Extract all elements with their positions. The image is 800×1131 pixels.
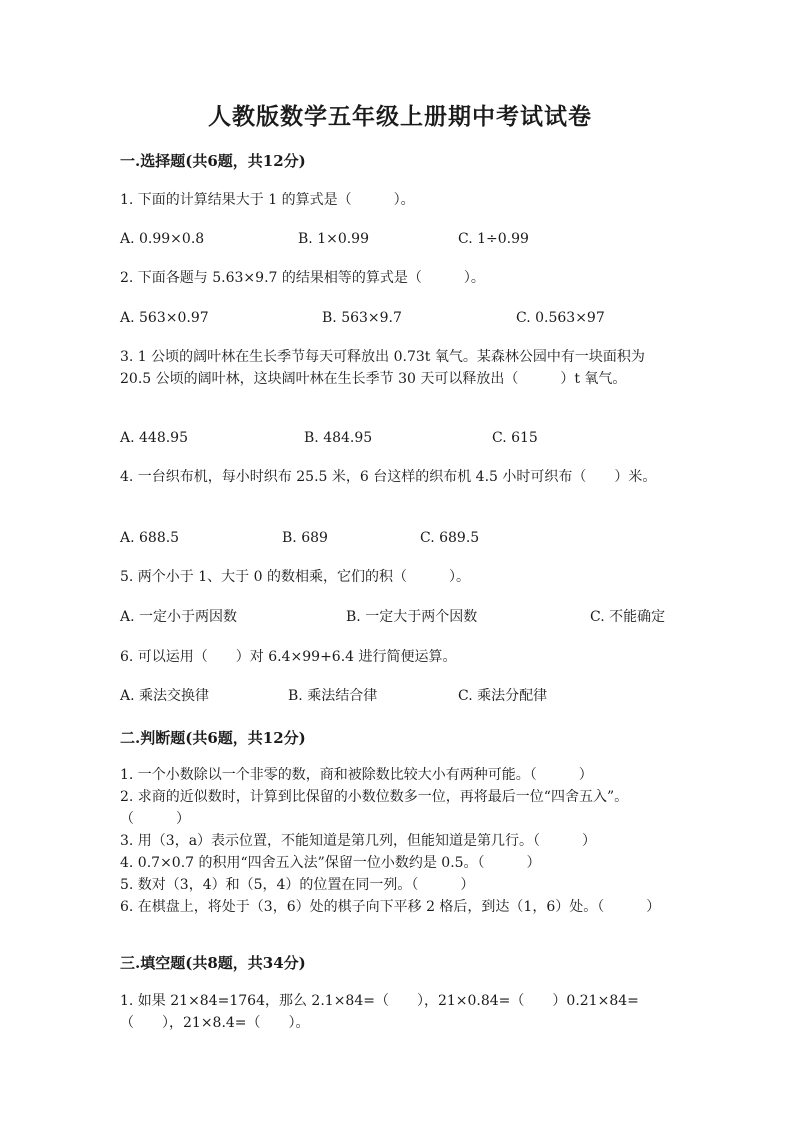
list-item: 3. 用（3，a）表示位置，不能知道是第几列，但能知道是第几行。（ ）	[120, 833, 597, 849]
options-row	[0, 527, 800, 549]
list-item: 2. 求商的近似数时，计算到比保留的小数位数多一位，再将最后一位“四舍五入”。（ ）	[120, 789, 629, 827]
options-row	[0, 427, 800, 449]
option-a: A. 0.99×0.8	[120, 231, 205, 247]
section-header-fill: 三.填空题(共8题，共34分)	[120, 954, 306, 972]
option-b: B. 689	[282, 530, 328, 546]
option-c: C. 乘法分配律	[458, 688, 548, 704]
options-row	[0, 228, 800, 250]
option-c: C. 1÷0.99	[458, 231, 529, 247]
list-item: 5. 数对（3，4）和（5，4）的位置在同一列。（ ）	[120, 877, 475, 893]
option-a: A. 563×0.97	[120, 310, 209, 326]
option-c: C. 689.5	[420, 530, 480, 546]
question-text: 5. 两个小于 1、大于 0 的数相乘，它们的积（ ）。	[120, 569, 470, 585]
question-text: 3. 1 公顷的阔叶林在生长季节每天可释放出 0.73t 氧气。某森林公园中有一块面积为 20.5 公顷的阔叶林，这块阔叶林在生长季节 30 天可以释放出（ ）t 氧气。	[120, 349, 645, 387]
list-item: 6. 在棋盘上，将处于（3，6）处的棋子向下平移 2 格后，到达（1，6）处。（ ）	[120, 899, 661, 915]
option-c: C. 0.563×97	[516, 310, 605, 326]
option-b: B. 1×0.99	[298, 231, 369, 247]
option-b: B. 一定大于两个因数	[346, 609, 478, 625]
option-c: C. 615	[492, 430, 538, 446]
list-item: 4. 0.7×0.7 的积用“四舍五入法”保留一位小数约是 0.5。（ ）	[120, 855, 541, 871]
section-header-judge: 二.判断题(共6题，共12分)	[120, 729, 306, 747]
option-c: C. 不能确定	[590, 609, 666, 625]
option-a: A. 乘法交换律	[120, 688, 210, 704]
options-row	[0, 685, 800, 707]
question-text: 2. 下面各题与 5.63×9.7 的结果相等的算式是（ ）。	[120, 270, 485, 286]
option-b: B. 乘法结合律	[288, 688, 378, 704]
page-title: 人教版数学五年级上册期中考试试卷	[208, 103, 592, 130]
judge-list	[120, 764, 680, 918]
options-row	[0, 606, 800, 628]
question-text: 6. 可以运用（ ）对 6.4×99+6.4 进行简便运算。	[120, 649, 457, 665]
list-item: 1. 一个小数除以一个非零的数，商和被除数比较大小有两种可能。（ ）	[120, 767, 593, 783]
option-a: A. 448.95	[120, 430, 188, 446]
option-b: B. 563×9.7	[322, 310, 402, 326]
question-text: 4. 一台织布机，每小时织布 25.5 米，6 台这样的织布机 4.5 小时可织布（ ）米。	[120, 469, 657, 485]
option-b: B. 484.95	[304, 430, 373, 446]
section-header-choice: 一.选择题(共6题，共12分)	[120, 152, 306, 170]
question-text: 1. 如果 21×84=1764，那么 2.1×84=（ ），21×0.84=（ ）0.21×84=（ ），21×8.4=（ ）。	[120, 993, 639, 1031]
option-a: A. 一定小于两因数	[120, 609, 238, 625]
options-row	[0, 307, 800, 329]
option-a: A. 688.5	[120, 530, 180, 546]
question-text: 1. 下面的计算结果大于 1 的算式是（ ）。	[120, 192, 415, 208]
